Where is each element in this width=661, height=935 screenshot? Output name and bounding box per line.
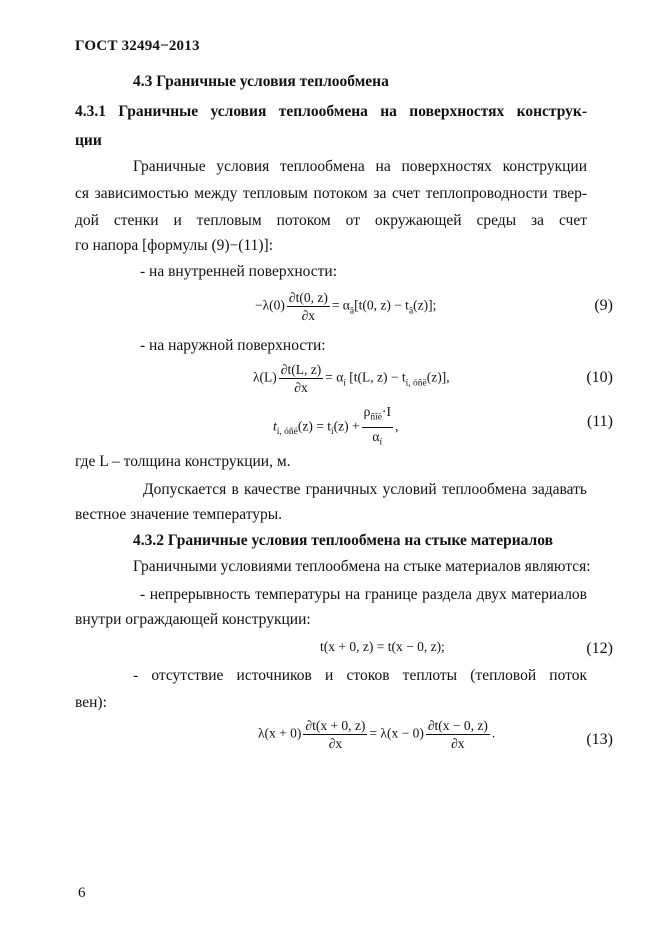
eq13-mid: = λ(x − 0) — [369, 725, 424, 741]
eq13-end: . — [491, 725, 496, 741]
eq10-rhs-sub2: í, óñë — [405, 378, 427, 389]
inner-surface-label: - на внутренней поверхности: — [140, 263, 338, 280]
eq9-rhs-sub: â — [349, 306, 355, 317]
absence-line2: вен): — [75, 694, 107, 711]
eq11-label: (11) — [586, 413, 613, 430]
continuity-line2: внутри ограждающей конструкции: — [75, 611, 311, 628]
equation-11 — [273, 404, 398, 450]
eq12-label: (12) — [586, 640, 613, 657]
eq9-label: (9) — [594, 297, 613, 314]
eq9-num: ∂t(0, z) — [288, 290, 328, 305]
eq13-label: (13) — [586, 731, 613, 748]
equation-10 — [253, 362, 450, 395]
document-header: ГОСТ 32494−2013 — [75, 38, 200, 54]
eq9-fraction — [287, 290, 330, 323]
eq11-num-sub: ñîë — [370, 412, 382, 423]
eq11-lhs: t — [273, 418, 277, 434]
eq9-rhs: = α — [331, 297, 350, 313]
para1-line4: го напора [формулы (9)−(11)]: — [75, 237, 274, 254]
eq11-lhs-rest: (z) = t — [297, 418, 331, 434]
heading-4-3-1-line2: ции — [75, 132, 102, 149]
where-L: где L – толщина конструкции, м. — [75, 453, 291, 470]
eq11-lhs-sub2: í — [330, 426, 334, 437]
allowed-line2: вестное значение температуры. — [75, 506, 283, 523]
eq9-rhs-end: (z)]; — [413, 297, 437, 313]
eq11-den — [362, 428, 393, 451]
eq11-num — [362, 404, 393, 428]
eq9-den: ∂x — [301, 308, 316, 323]
eq10-label: (10) — [586, 369, 613, 386]
absence-line1: - отсутствие источников и стоков теплоты (тепловой поток — [133, 667, 587, 684]
eq11-den-alpha: α — [372, 428, 380, 444]
para1-line2: ся зависимостью между тепловым потоком за счет теплопроводности твер- — [75, 185, 587, 202]
eq10-rhs-rest: [t(L, z) − t — [349, 369, 406, 385]
eq9-lhs: −λ(0) — [255, 297, 285, 313]
para-junction: Граничными условиями теплообмена на стыке материалов являются: — [133, 558, 591, 575]
outer-surface-label: - на наружной поверхности: — [140, 337, 326, 354]
heading-4-3: 4.3 Граничные условия теплообмена — [133, 73, 389, 90]
eq13-lhs: λ(x + 0) — [258, 725, 302, 741]
eq11-num-rest: ·I — [381, 404, 391, 419]
page-number: 6 — [78, 885, 86, 901]
eq10-rhs-end: (z)], — [426, 369, 450, 385]
eq10-rhs-sub: í — [343, 378, 346, 389]
eq10-rhs: = α — [325, 369, 344, 385]
heading-4-3-2: 4.3.2 Граничные условия теплообмена на стыке материалов — [133, 532, 553, 549]
equation-9 — [255, 290, 436, 323]
eq10-lhs: λ(L) — [253, 369, 277, 385]
eq10-num: ∂t(L, z) — [280, 362, 322, 377]
heading-4-3-1-line1: 4.3.1 Граничные условия теплообмена на поверхностях конструк- — [75, 103, 587, 120]
eq9-rhs-sub2: â — [408, 306, 414, 317]
eq13-fraction-2 — [426, 718, 490, 751]
eq10-fraction — [279, 362, 323, 395]
eq13-num1: ∂t(x + 0, z) — [305, 718, 366, 733]
eq11-end: , — [394, 418, 399, 434]
allowed-line1: Допускается в качестве граничных условий теплообмена задавать — [143, 481, 587, 498]
eq11-lhs-sub: í, óñë — [276, 426, 298, 437]
equation-12: t(x + 0, z) = t(x − 0, z); — [320, 639, 445, 654]
para1-line1: Граничные условия теплообмена на поверхностях конструкции — [133, 158, 587, 175]
eq13-den2: ∂x — [451, 736, 465, 751]
eq11-den-sub: í — [379, 437, 383, 448]
eq11-mid: (z) + — [333, 418, 360, 434]
eq13-fraction-1 — [303, 718, 367, 751]
eq11-fraction — [362, 404, 393, 450]
eq10-den: ∂x — [294, 380, 308, 395]
equation-13 — [258, 718, 495, 751]
eq11-num-rho: ρ — [363, 404, 371, 419]
continuity-line1: - непрерывность температуры на границе раздела двух материалов — [140, 586, 587, 603]
eq13-num2: ∂t(x − 0, z) — [427, 718, 488, 733]
para1-line3: дой стенки и тепловым потоком от окружающей среды за счет — [75, 212, 587, 229]
eq13-den1: ∂x — [328, 736, 343, 751]
eq9-rhs-rest: [t(0, z) − t — [354, 297, 409, 313]
